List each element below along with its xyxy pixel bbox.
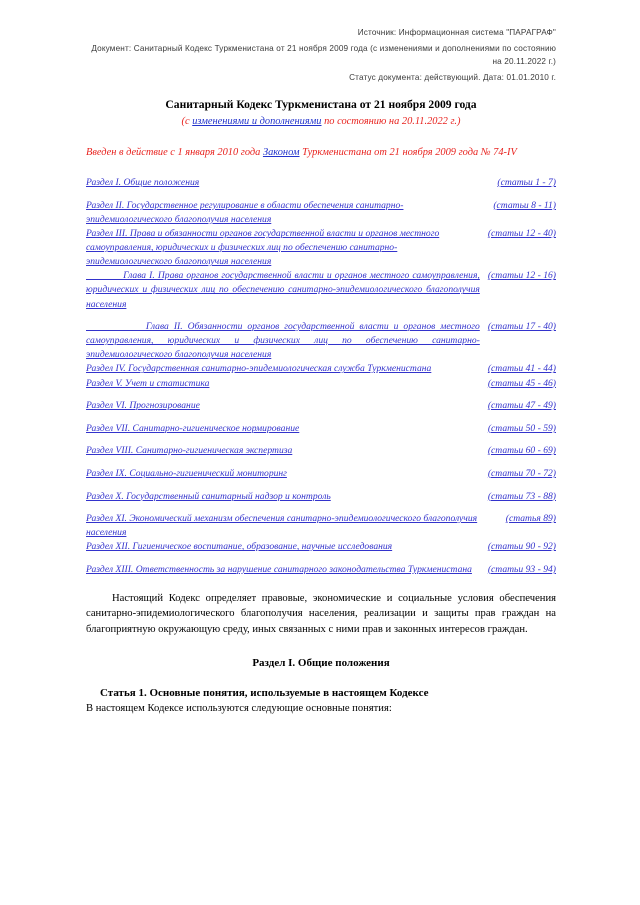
toc-row (86, 436, 556, 459)
title-block (86, 97, 556, 129)
toc-row (86, 176, 556, 190)
toc-articles-2[interactable]: (статьи 8 - 11) (493, 199, 556, 211)
toc-link-1[interactable]: Раздел I. Общие положения (86, 177, 200, 189)
toc-entry-articles-cell (480, 436, 556, 459)
toc-row (86, 540, 556, 554)
toc-link-4[interactable]: Глава I. Права органов государственной власти и органов местного самоуправления, юридических и физических лиц по обеспечению санитарно-эпидемиологического благополучия населения (86, 270, 480, 310)
toc-link-7[interactable]: Раздел V. Учет и статистика (86, 377, 210, 389)
toc-entry-label-cell (86, 227, 480, 269)
toc-articles-3[interactable]: (статьи 12 - 40) (487, 228, 556, 240)
toc-row (86, 554, 556, 577)
amendments-link[interactable]: изменениями и дополнениями (192, 115, 322, 127)
toc-link-5[interactable]: Глава II. Обязанности органов государственной власти и органов местного самоуправления, юридических и физических лиц по обеспечению санитарно-эпидемиологического благополучия населения (86, 321, 480, 361)
toc-link-13[interactable]: Раздел XI. Экономический механизм обеспечения санитарно-эпидемиологического благополучия населения (86, 513, 478, 539)
toc-articles-14[interactable]: (статьи 90 - 92) (487, 541, 556, 553)
toc-row (86, 377, 556, 391)
toc-articles-6[interactable]: (статьи 41 - 44) (487, 363, 556, 375)
toc-entry-label-cell (86, 377, 480, 391)
title-subtitle (86, 114, 556, 129)
toc-body (86, 176, 556, 577)
toc-entry-label-cell (86, 269, 480, 311)
enactment-part2: Туркменистана от 21 ноября 2009 года № 74-IV (299, 146, 517, 158)
toc-link-14[interactable]: Раздел XII. Гигиеническое воспитание, образование, научные исследования (86, 541, 393, 553)
toc-entry-articles-cell (480, 190, 556, 227)
page-title: Санитарный Кодекс Туркменистана от 21 ноября 2009 года (165, 97, 477, 111)
table-of-contents (86, 176, 556, 577)
toc-entry-label-cell (86, 481, 480, 504)
article-lead-text: В настоящем Кодексе используются следующие основные понятия: (86, 703, 392, 715)
toc-row (86, 413, 556, 436)
toc-entry-label-cell (86, 554, 480, 577)
source-line: Источник: Информационная система "ПАРАГРАФ" (357, 28, 556, 37)
toc-entry-articles-cell (480, 377, 556, 391)
toc-entry-articles-cell (480, 458, 556, 481)
toc-articles-12[interactable]: (статьи 73 - 88) (487, 490, 556, 502)
document-meta-header (86, 26, 556, 84)
enactment-note (86, 146, 556, 161)
toc-articles-7[interactable]: (статьи 45 - 46) (487, 377, 556, 389)
toc-articles-1[interactable]: (статьи 1 - 7) (497, 177, 556, 189)
toc-row (86, 504, 556, 541)
toc-entry-articles-cell (480, 391, 556, 414)
toc-link-15[interactable]: Раздел XIII. Ответственность за нарушение санитарного законодательства Туркменистана (86, 563, 472, 575)
toc-entry-label-cell (86, 413, 480, 436)
toc-entry-label-cell (86, 436, 480, 459)
toc-row (86, 481, 556, 504)
toc-row (86, 269, 556, 311)
toc-entry-label-cell (86, 176, 480, 190)
toc-link-11[interactable]: Раздел IX. Социально-гигиенический мониторинг (86, 467, 287, 479)
toc-link-3[interactable]: Раздел III. Права и обязанности органов государственной власти и органов местного самоуправления, юридических и физических лиц по обеспечению санитарно-эпидемиологического благополучия населения (86, 228, 440, 268)
toc-entry-articles-cell (480, 554, 556, 577)
document-line: Документ: Санитарный Кодекс Туркменистана от 21 ноября 2009 года (с изменениями и дополнениями по состоянию на 20.11.2022 г.) (91, 43, 556, 66)
toc-entry-label-cell (86, 458, 480, 481)
preamble-paragraph: Настоящий Кодекс определяет правовые, экономические и социальные условия обеспечения санитарно-эпидемиологического благополучия населения, реализации и защиты прав граждан на благоприятную окружающую среду, иных связанных с ними прав и законных интересов граждан. (86, 592, 556, 635)
toc-link-9[interactable]: Раздел VII. Санитарно-гигиеническое нормирование (86, 422, 300, 434)
toc-entry-label-cell (86, 540, 480, 554)
toc-entry-label-cell (86, 362, 480, 376)
toc-link-12[interactable]: Раздел X. Государственный санитарный надзор и контроль (86, 490, 331, 502)
toc-row (86, 312, 556, 363)
toc-entry-label-cell (86, 190, 480, 227)
toc-row (86, 227, 556, 269)
toc-row (86, 458, 556, 481)
toc-articles-8[interactable]: (статьи 47 - 49) (487, 400, 556, 412)
toc-row (86, 362, 556, 376)
law-link[interactable]: Законом (262, 146, 300, 158)
toc-articles-11[interactable]: (статьи 70 - 72) (487, 467, 556, 479)
toc-entry-articles-cell (480, 481, 556, 504)
toc-entry-articles-cell (480, 413, 556, 436)
toc-articles-10[interactable]: (статьи 60 - 69) (487, 445, 556, 457)
toc-link-10[interactable]: Раздел VIII. Санитарно-гигиеническая экспертиза (86, 445, 293, 457)
toc-row (86, 190, 556, 227)
toc-articles-9[interactable]: (статьи 50 - 59) (487, 422, 556, 434)
toc-link-8[interactable]: Раздел VI. Прогнозирование (86, 400, 200, 412)
toc-link-2[interactable]: Раздел II. Государственное регулирование в области обеспечения санитарно-эпидемиологического благополучия населения (86, 199, 404, 225)
status-line: Статус документа: действующий. Дата: 01.01.2010 г. (349, 72, 556, 82)
toc-entry-articles-cell (480, 540, 556, 554)
toc-row (86, 391, 556, 414)
enactment-part1: Введен в действие с 1 января 2010 года (86, 146, 263, 158)
toc-articles-13[interactable]: (статья 89) (505, 513, 556, 525)
toc-entry-label-cell (86, 504, 480, 541)
subtitle-suffix: по состоянию на 20.11.2022 г.) (321, 115, 461, 127)
subtitle-prefix: (с (181, 115, 193, 127)
toc-entry-label-cell (86, 391, 480, 414)
toc-entry-articles-cell (480, 312, 556, 363)
section-heading: Раздел I. Общие положения (252, 657, 390, 670)
toc-link-6[interactable]: Раздел IV. Государственная санитарно-эпидемиологическая служба Туркменистана (86, 363, 432, 375)
toc-entry-articles-cell (480, 227, 556, 269)
toc-entry-articles-cell (480, 504, 556, 541)
toc-entry-articles-cell (480, 362, 556, 376)
toc-articles-15[interactable]: (статьи 93 - 94) (487, 563, 556, 575)
toc-entry-articles-cell (480, 269, 556, 311)
toc-entry-label-cell (86, 312, 480, 363)
toc-entry-articles-cell (480, 176, 556, 190)
article-heading: Статья 1. Основные понятия, используемые в настоящем Кодексе (100, 687, 429, 700)
toc-articles-4[interactable]: (статьи 12 - 16) (487, 270, 556, 282)
toc-articles-5[interactable]: (статьи 17 - 40) (487, 321, 556, 333)
